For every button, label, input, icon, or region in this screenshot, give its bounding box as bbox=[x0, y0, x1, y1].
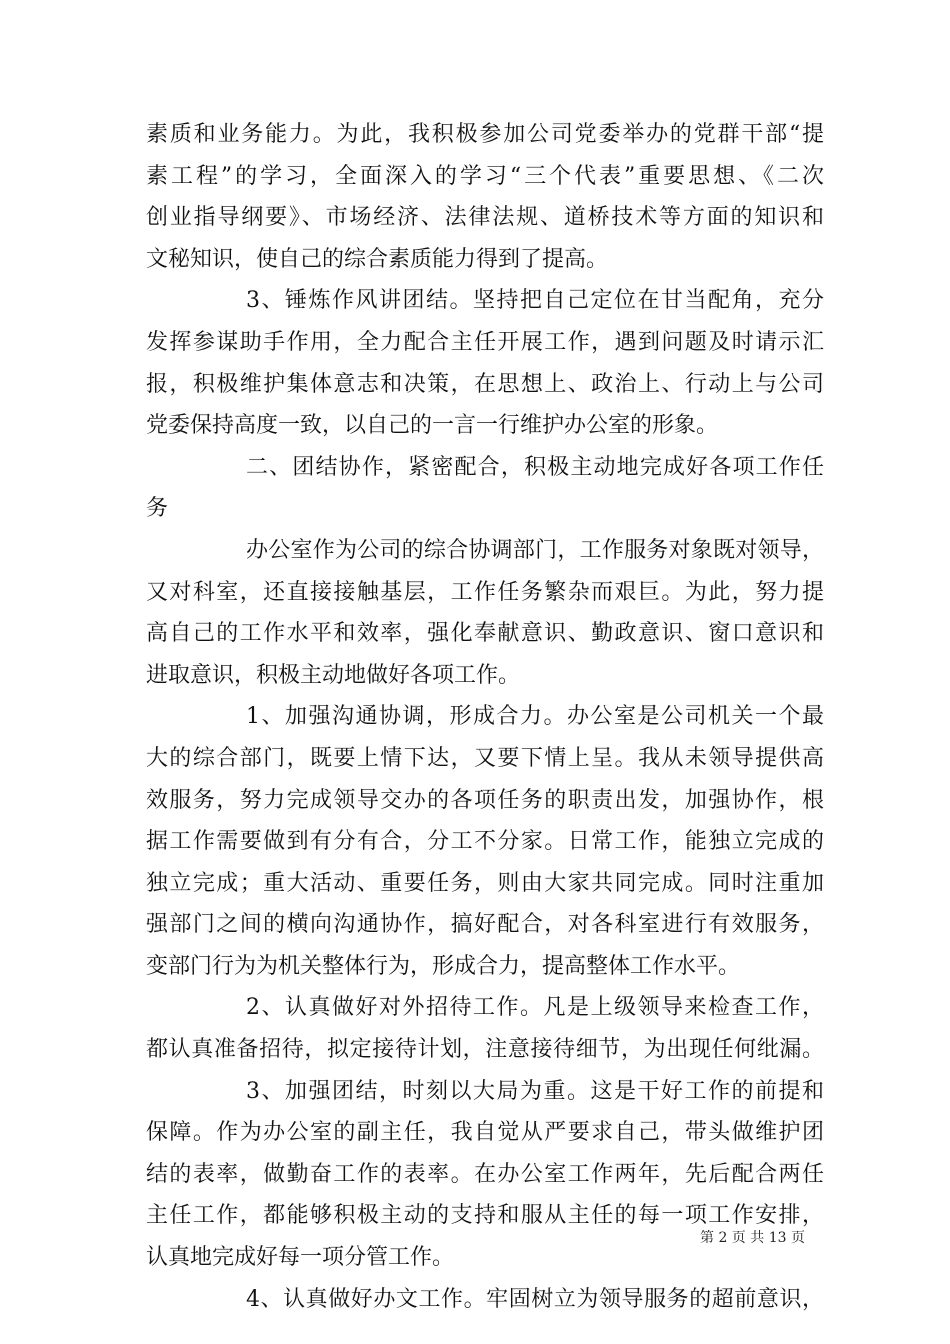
document-body bbox=[146, 114, 824, 1320]
text-line: 素质和业务能力。为此，我积极参加公司党委举办的党群干部“提 bbox=[146, 122, 824, 147]
text-line: 务 bbox=[146, 496, 169, 522]
text-line: 独立完成；重大活动、重要任务，则由大家共同完成。同时注重加 bbox=[146, 870, 824, 896]
text-line: 强部门之间的横向沟通协作，搞好配合，对各科室进行有效服务， bbox=[146, 912, 824, 938]
text-line: 二、团结协作，紧密配合，积极主动地完成好各项工作任 bbox=[246, 454, 824, 480]
text-line: 党委保持高度一致，以自己的一言一行维护办公室的形象。 bbox=[146, 413, 719, 439]
text-line: 素工程”的学习，全面深入的学习“三个代表”重要思想、《二次 bbox=[146, 163, 824, 189]
text-line: 保障。作为办公室的副主任，我自觉从严要求自己，带头做维护团 bbox=[146, 1120, 824, 1146]
text-line: 高自己的工作水平和效率，强化奉献意识、勤政意识、窗口意识和 bbox=[146, 621, 824, 647]
text-line: 办公室作为公司的综合协调部门，工作服务对象既对领导， bbox=[246, 537, 824, 563]
text-line: 2、认真做好对外招待工作。凡是上级领导来检查工作， bbox=[246, 995, 824, 1021]
text-line: 3、锤炼作风讲团结。坚持把自己定位在甘当配角，充分 bbox=[246, 288, 824, 314]
text-line: 文秘知识，使自己的综合素质能力得到了提高。 bbox=[146, 246, 609, 272]
text-line: 报，积极维护集体意志和决策，在思想上、政治上、行动上与公司 bbox=[146, 371, 824, 397]
page-number-footer: 第 2 页 共 13 页 bbox=[700, 1230, 805, 1246]
text-line: 都认真准备招待，拟定接待计划，注意接待细节，为出现任何纰漏。 bbox=[146, 1037, 824, 1063]
text-line: 结的表率，做勤奋工作的表率。在办公室工作两年，先后配合两任 bbox=[146, 1161, 824, 1187]
text-line: 变部门行为为机关整体行为，形成合力，提高整体工作水平。 bbox=[146, 953, 741, 979]
text-line: 效服务，努力完成领导交办的各项任务的职责出发，加强协作，根 bbox=[146, 787, 824, 813]
text-line: 认真地完成好每一项分管工作。 bbox=[146, 1245, 455, 1271]
text-line: 进取意识，积极主动地做好各项工作。 bbox=[146, 662, 521, 688]
text-line: 大的综合部门，既要上情下达，又要下情上呈。我从未领导提供高 bbox=[146, 745, 824, 771]
text-line: 1、加强沟通协调，形成合力。办公室是公司机关一个最 bbox=[246, 704, 824, 730]
text-line: 3、加强团结，时刻以大局为重。这是干好工作的前提和 bbox=[246, 1078, 824, 1104]
text-line: 主任工作，都能够积极主动的支持和服从主任的每一项工作安排， bbox=[146, 1203, 824, 1229]
text-line: 据工作需要做到有分有合，分工不分家。日常工作，能独立完成的 bbox=[146, 829, 824, 855]
text-line: 又对科室，还直接接触基层，工作任务繁杂而艰巨。为此，努力提 bbox=[146, 579, 824, 605]
text-line: 4、认真做好办文工作。牢固树立为领导服务的超前意识， bbox=[246, 1286, 824, 1312]
text-line: 创业指导纲要》、市场经济、法律法规、道桥技术等方面的知识和 bbox=[146, 205, 824, 231]
text-line: 发挥参谋助手作用，全力配合主任开展工作，遇到问题及时请示汇 bbox=[146, 329, 824, 355]
